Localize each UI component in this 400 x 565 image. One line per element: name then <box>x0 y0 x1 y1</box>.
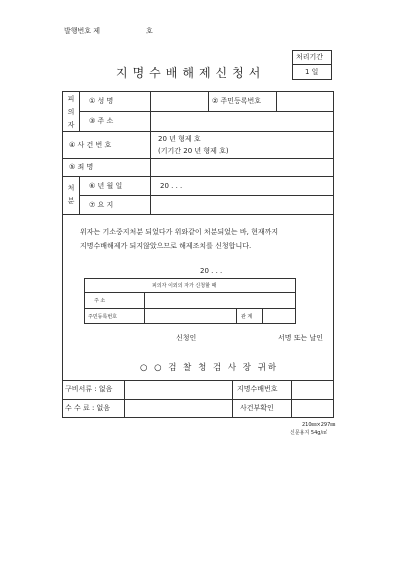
case-number-line2: (기기간 20 년 형제 호) <box>158 147 229 155</box>
col-divider <box>79 91 80 131</box>
body-text-line1: 위자는 기소중지처분 되었다가 위와같이 처분되었는 바, 현재까지 <box>80 228 279 236</box>
col-divider <box>79 176 80 214</box>
fee-label: 수 수 료 : 없음 <box>65 404 111 412</box>
applicant-label: 신청인 <box>176 334 197 342</box>
rrn-label: ② 주민등록번호 <box>212 97 262 105</box>
paper-size: 210㎜×297㎜ <box>302 422 336 428</box>
footer-col-divider <box>124 380 125 418</box>
sign-or-seal-label: 서명 또는 날인 <box>278 334 324 342</box>
application-date: 20 . . . <box>200 267 223 275</box>
row-divider <box>62 131 334 132</box>
wanted-number-label: 지명수배번호 <box>237 385 278 393</box>
processing-period-value: 1 일 <box>305 68 319 76</box>
case-number-label: ④ 사 건 번 호 <box>69 141 112 149</box>
suspect-group-label: 피 의 자 <box>67 95 75 129</box>
body-text-line2: 지명수배해제가 되지않았으므로 해제조치를 신청합니다. <box>80 242 252 250</box>
processing-period-label: 처리기간 <box>296 53 324 61</box>
name-label: ① 성 명 <box>89 97 114 105</box>
address-label: ③ 주 소 <box>89 117 114 125</box>
proxy-col-divider <box>144 292 145 324</box>
row-divider <box>62 158 334 159</box>
row-divider <box>62 176 334 177</box>
row-divider <box>62 214 334 215</box>
col-divider <box>276 91 277 111</box>
proxy-address-label: 주 소 <box>94 298 106 304</box>
proxy-rrn-label: 주민등록번호 <box>88 314 117 320</box>
proxy-divider <box>84 308 296 309</box>
issue-number-label: 발행번호 제 <box>64 27 101 35</box>
case-number-line1: 20 년 형제 호 <box>158 135 201 143</box>
col-divider <box>150 91 151 214</box>
disposition-summary-label: ⑦ 요 지 <box>89 201 114 209</box>
crime-label: ⑤ 죄 명 <box>69 163 94 171</box>
issue-number-suffix: 호 <box>146 27 153 35</box>
footer-divider <box>62 399 334 400</box>
required-docs-label: 구비서류 : 없음 <box>65 385 113 393</box>
paper-weight: 신문용지 54g/㎡ <box>290 430 328 436</box>
footer-col-divider <box>232 380 233 418</box>
proxy-divider <box>84 292 296 293</box>
col-divider <box>208 91 209 111</box>
disposition-date-label: ⑥ 년 월 일 <box>89 182 123 190</box>
footer-col-divider <box>291 380 292 418</box>
page-title: 지명수배해제신청서 <box>116 66 266 80</box>
proxy-title: 피의자 이외의 자가 신청할 때 <box>152 283 217 289</box>
disposition-date-value: 20 . . . <box>160 182 183 190</box>
proxy-col-divider <box>262 308 263 324</box>
addressee: ○ ○ 검 찰 청 검 사 장 귀하 <box>140 363 279 373</box>
case-book-check-label: 사건부확인 <box>240 404 274 412</box>
processing-period-divider <box>292 64 332 65</box>
disposition-group-label: 처 분 <box>67 184 75 205</box>
proxy-relation-label: 관 계 <box>241 314 253 320</box>
row-divider <box>79 195 334 196</box>
proxy-col-divider <box>236 308 237 324</box>
row-divider <box>79 111 334 112</box>
